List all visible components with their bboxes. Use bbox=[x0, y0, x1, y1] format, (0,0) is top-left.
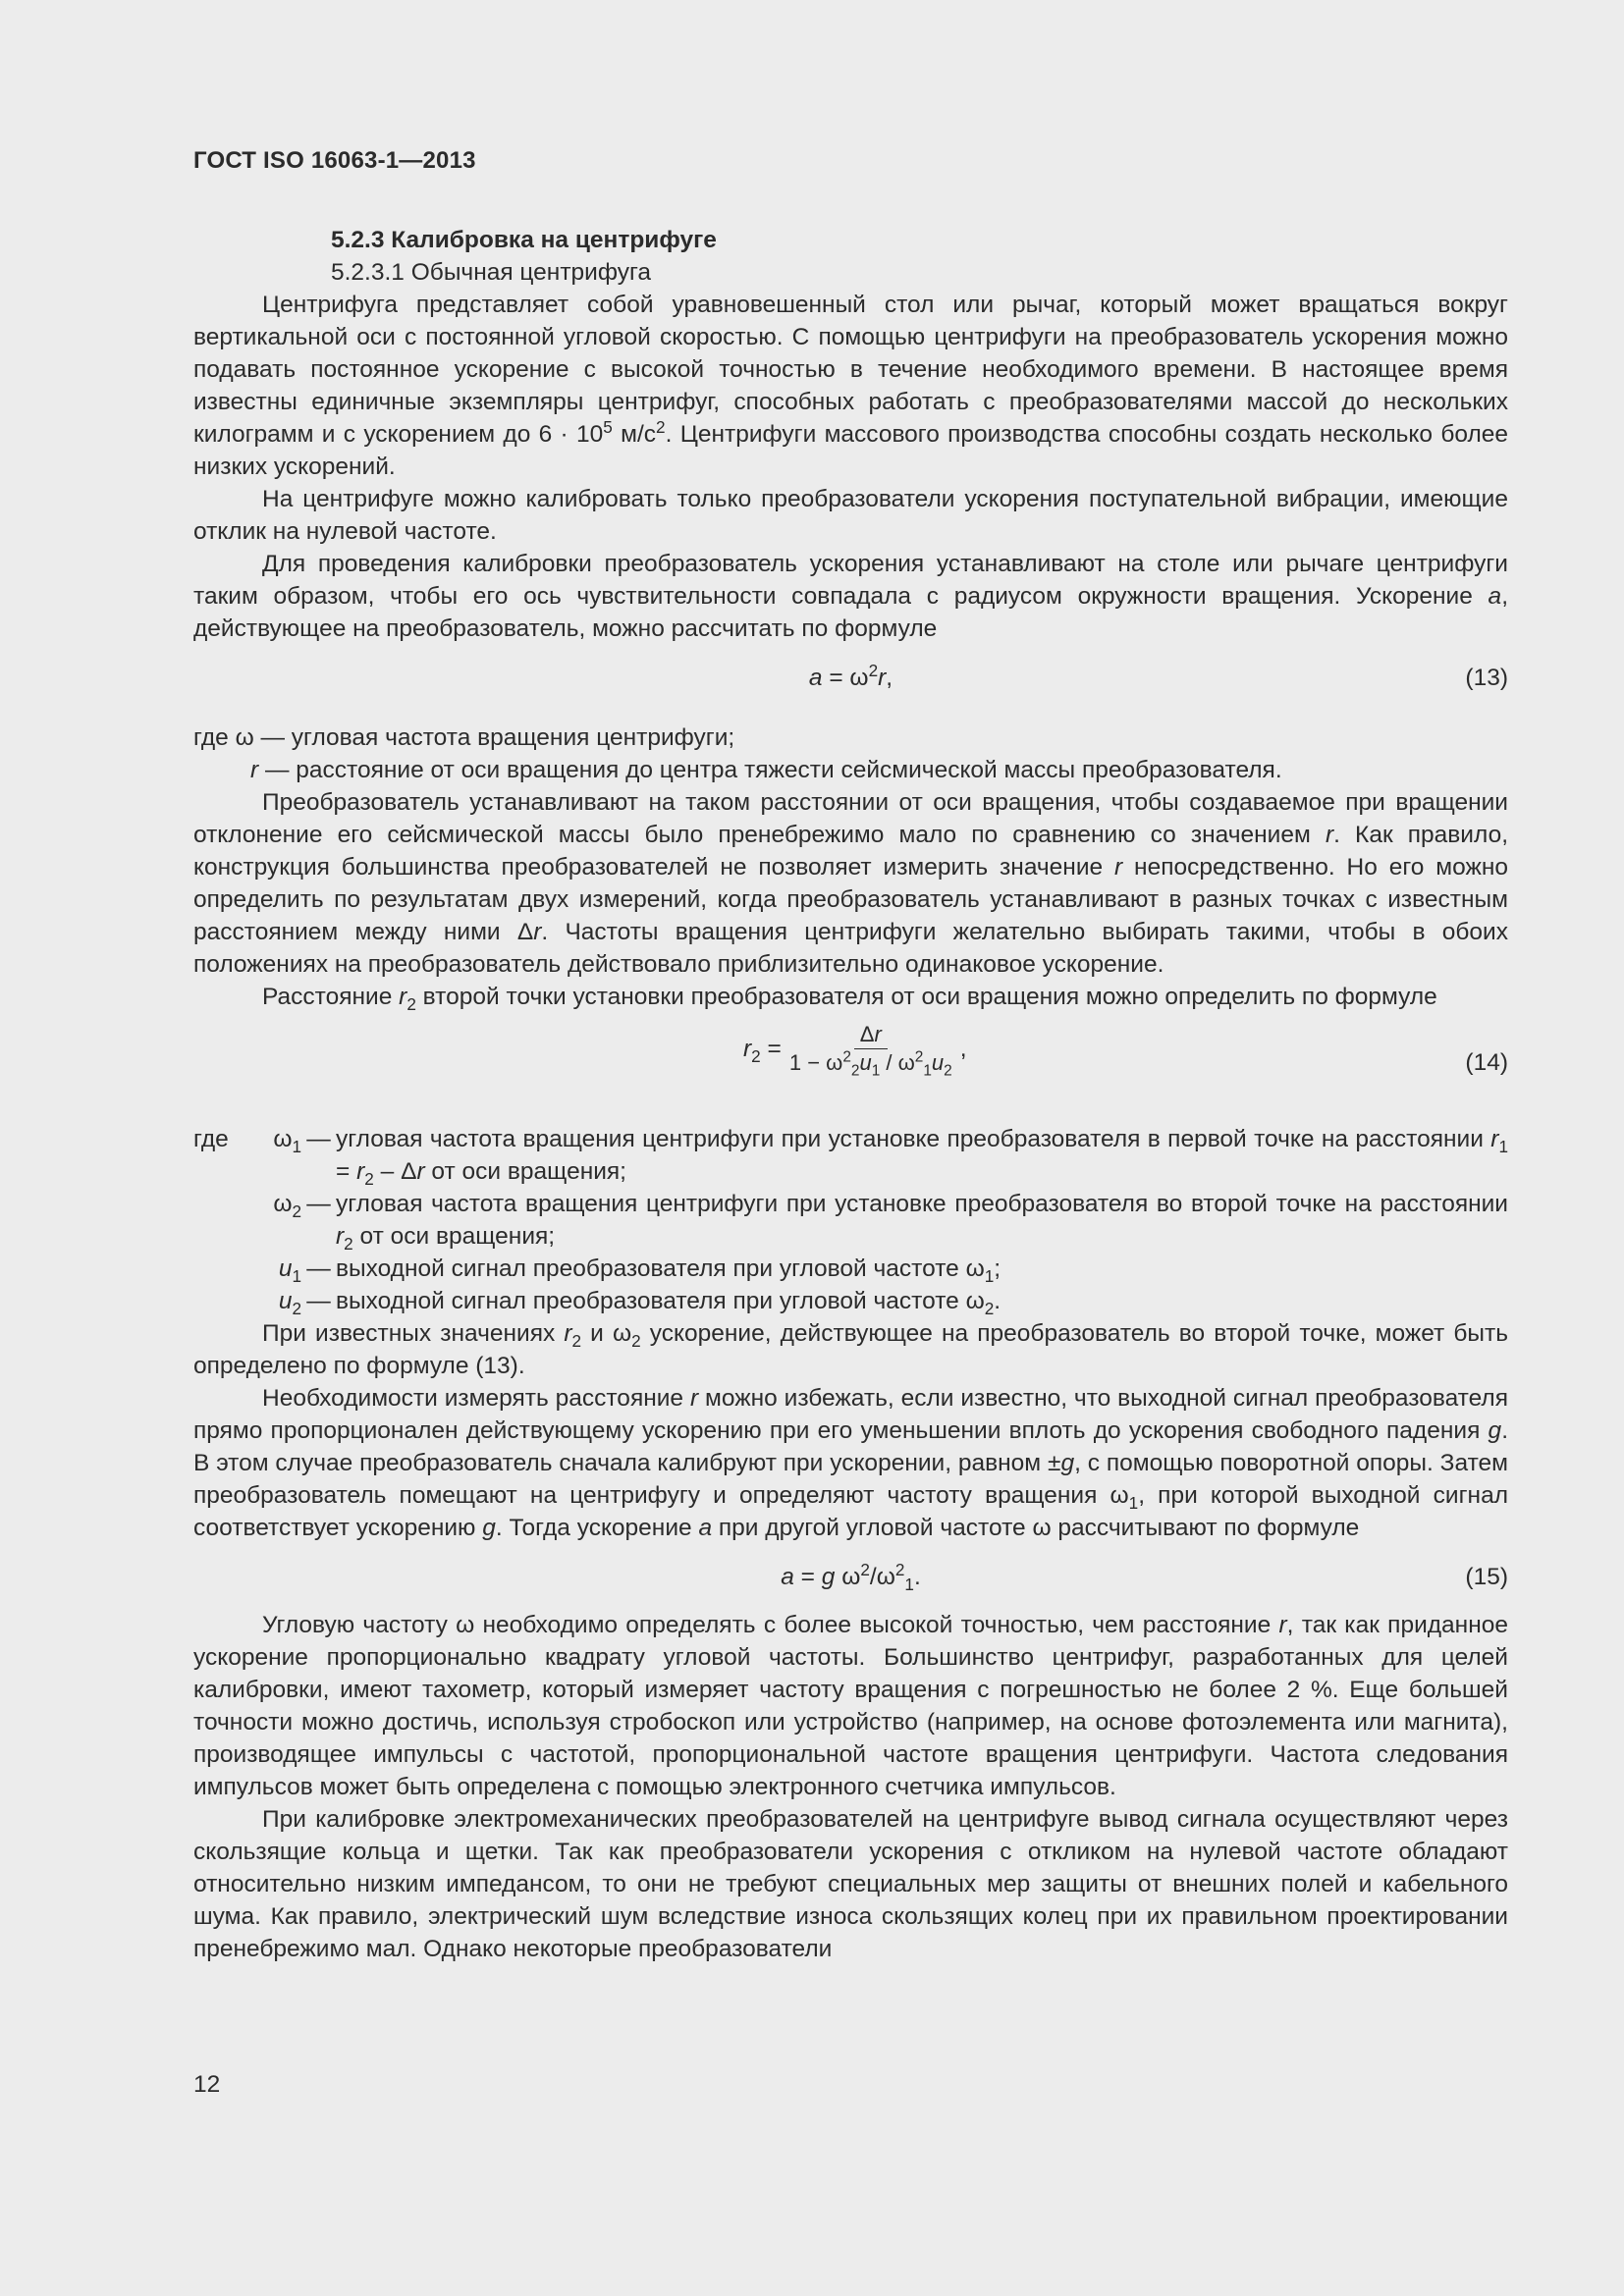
formula-13-expression: $a = \omega^2r$, bbox=[808, 660, 893, 691]
formula-15-expression: a = g $\omega^2/\omega^2_1$. bbox=[781, 1559, 921, 1594]
paragraph-8: Угловую частоту ω необходимо определять с более высокой точностью, чем расстояние r, так как приданное ускорение пропорционально квадрату угловой частоты. Большинство центрифуг, разработанных для целей калибровки, имеют тахометр, который измеряет частоту вращения с погрешностью не более 2 %. Еще большей точности можно достичь, используя стробоскоп или устройство (например, на основе фотоэлемента или магнита), производящее импульсы с частотой, пропорциональной частоте вращения центрифуги. Частота следования импульсов может быть определена с помощью электронного счетчика импульсов. bbox=[193, 1612, 1508, 1800]
where-14-row: $u_1$ — выходной сигнал преобразователя при угловой частоте $\omega_1$; bbox=[278, 1255, 1001, 1286]
formula-14-expression: $r_2$ = $\frac{\Delta r}{1 - \omega^2_2u_1 / \omega^2_1u_2}$ , bbox=[743, 1022, 967, 1080]
formula-14-denominator: $1 - \omega^2_2u_1 / \omega^2_1u_2$ bbox=[788, 1048, 952, 1080]
where-13-r: r — расстояние от оси вращения до центра тяжести сейсмической массы преобразователя. bbox=[250, 757, 1282, 783]
formula-14-numerator: Δr bbox=[854, 1021, 888, 1049]
body-text bbox=[193, 224, 1508, 1965]
formula-14 bbox=[193, 1013, 1508, 1111]
where-13-omega: где ω — угловая частота вращения центрифуги; bbox=[193, 724, 735, 751]
paragraph-6: При известных значениях $r_2$ и $\omega_2$ ускорение, действующее на преобразователь во второй точке, может быть определено по формуле (13). bbox=[193, 1320, 1508, 1379]
paragraph-7: Необходимости измерять расстояние r можно избежать, если известно, что выходной сигнал преобразователя прямо пропорционален действующему ускорению при его уменьшении вплоть до ускорения свободного падения g. В этом случае преобразователь сначала калибруют при ускорении, равном ±g, с помощью поворотной опоры. Затем преобразователь помещают на центрифугу и определяют частоту вращения $\omega_1$, при которой выходной сигнал соответствует ускорению g. Тогда ускорение a при другой угловой частоте ω рассчитывают по формуле bbox=[193, 1385, 1508, 1541]
paragraph-4: Преобразователь устанавливают на таком расстоянии от оси вращения, чтобы создаваемое при вращении отклонение его сейсмической массы было пренебрежимо мало по сравнению со значением r. Как правило, конструкция большинства преобразователей не позволяет измерить значение r непосредственно. Но его можно определить по результатам двух измерений, когда преобразователь устанавливают в разных точках с известным расстоянием между ними Δr. Частоты вращения центрифуги желательно выбирать такими, чтобы в обоих положениях на преобразователь действовало приблизительно одинаковое ускорение. bbox=[193, 789, 1508, 978]
paragraph-9: При калибровке электромеханических преобразователей на центрифуге вывод сигнала осуществляют через скользящие кольца и щетки. Так как преобразователи ускорения с откликом на нулевой частоте обладают относительно низким импедансом, то они не требуют специальных мер защиты от внешних полей и кабельного шума. Как правило, электрический шум вследствие износа скользящих колец при их правильном проектировании пренебрежимо мал. Однако некоторые преобразователи bbox=[193, 1806, 1508, 1962]
standard-header: ГОСТ ISO 16063-1—2013 bbox=[193, 147, 476, 174]
section-title: 5.2.3 Калибровка на центрифуге bbox=[331, 227, 717, 253]
where-14-row: $\omega_2$ — угловая частота вращения центрифуги при установке преобразователя во второй точке на расстоянии $r_2$ от оси вращения; bbox=[273, 1191, 1508, 1254]
formula-15 bbox=[193, 1544, 1508, 1609]
formula-14-number: (14) bbox=[1465, 1049, 1508, 1076]
paragraph-1: Центрифуга представляет собой уравновешенный стол или рычаг, который может вращаться вокруг вертикальной оси с постоянной угловой скоростью. С помощью центрифуги на преобразователь ускорения можно подавать постоянное ускорение с высокой точностью в течение необходимого времени. В настоящее время известны единичные экземпляры центрифуг, способных работать с преобразователями массой до нескольких килограмм и с ускорением до $6 \cdot 10^5$ $м/с^2$. Центрифуги массового производства способны создать несколько более низких ускорений. bbox=[193, 292, 1508, 480]
where-14-row: $u_2$ — выходной сигнал преобразователя при угловой частоте $\omega_2$. bbox=[278, 1288, 1001, 1318]
paragraph-5: Расстояние $r_2$ второй точки установки преобразователя от оси вращения можно определить по формуле bbox=[262, 984, 1437, 1014]
where-14 bbox=[193, 1123, 1508, 1317]
where-14-row: где $\omega_1$ — угловая частота вращения центрифуги при установке преобразователя в первой точке на расстоянии $r_1 = r_2 - \Delta r$ от оси вращения; bbox=[193, 1126, 1508, 1189]
page-number: 12 bbox=[193, 2071, 221, 2098]
formula-15-number: (15) bbox=[1465, 1564, 1508, 1590]
formula-13-number: (13) bbox=[1465, 665, 1508, 691]
subsection-title: 5.2.3.1 Обычная центрифуга bbox=[331, 259, 652, 286]
paragraph-3: Для проведения калибровки преобразователь ускорения устанавливают на столе или рычаге центрифуги таким образом, чтобы его ось чувствительности совпадала с радиусом окружности вращения. Ускорение a, действующее на преобразователь, можно рассчитать по формуле bbox=[193, 551, 1508, 642]
where-13 bbox=[193, 721, 1508, 786]
formula-13 bbox=[193, 645, 1508, 710]
formula-14-fraction bbox=[785, 1021, 956, 1080]
paragraph-2: На центрифуге можно калибровать только преобразователи ускорения поступательной вибрации, имеющие отклик на нулевой частоте. bbox=[193, 486, 1508, 545]
